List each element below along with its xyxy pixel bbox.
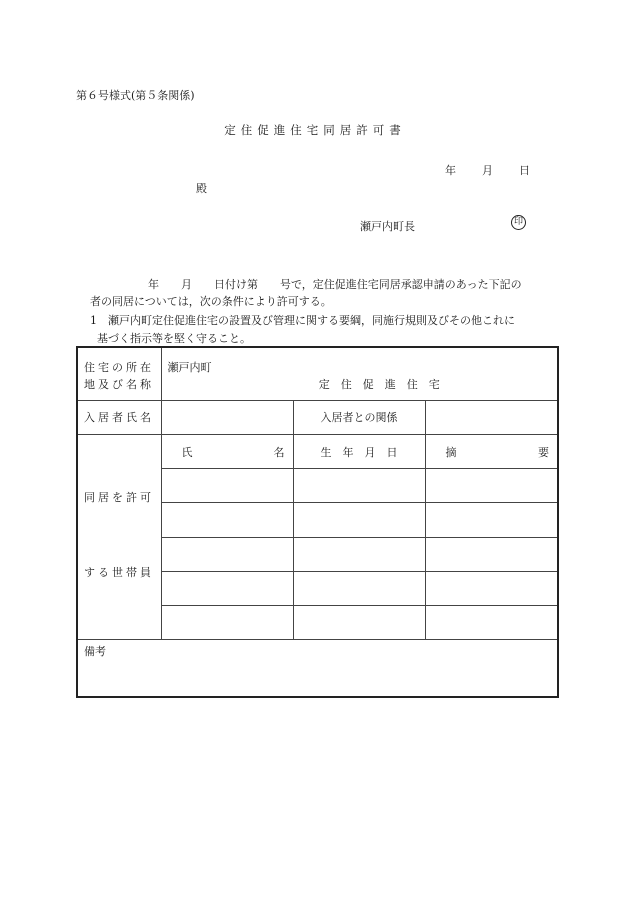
remarks-field[interactable] [77,640,558,697]
member-note-cell[interactable] [425,571,558,605]
col-header-birthdate: 生 年 月 日 [293,434,425,468]
location-value: 瀬戸内町 [167,361,212,374]
member-name-cell[interactable] [161,469,293,503]
date-day: 日 [519,164,530,177]
condition-1-line-2: 基づく指示等を堅く守ること。 [97,332,251,345]
resident-name-label: 入居者氏名 [77,400,161,434]
document-title: 定住促進住宅同居許可書 [224,123,406,137]
member-birth-cell[interactable] [293,469,425,503]
member-note-cell[interactable] [425,605,558,639]
household-label: 同居を許可 する世帯員 [77,434,161,639]
member-birth-cell[interactable] [293,571,425,605]
issuer-name: 瀬戸内町長 [360,220,415,233]
body-line-2: 者の同居については，次の条件により許可する。 [90,295,332,308]
permit-table [76,346,559,698]
relation-label: 入居者との関係 [293,400,425,434]
member-note-cell[interactable] [425,503,558,537]
date-year: 年 [445,164,456,177]
resident-name-field[interactable] [161,400,293,434]
member-birth-cell[interactable] [293,503,425,537]
addressee-suffix: 殿 [196,182,207,195]
member-name-cell[interactable] [161,571,293,605]
member-note-cell[interactable] [425,537,558,571]
col-header-name: 氏 名 [161,434,293,468]
member-name-cell[interactable] [161,537,293,571]
form-number: 第６号様式(第５条関係) [76,89,195,102]
date-month: 月 [482,164,493,177]
body-line-1: 年 月 日付け第 号で，定住促進住宅同居承認申請のあった下記の [148,278,522,291]
condition-1-line-1: 1 瀬戸内町定住促進住宅の設置及び管理に関する要綱，同施行規則及びその他これに [90,314,515,327]
location-suffix: 定 住 促 進 住 宅 [318,378,440,391]
member-note-cell[interactable] [425,469,558,503]
relation-field[interactable] [425,400,558,434]
location-label: 住宅の所在 地及び名称 [77,347,161,400]
member-name-cell[interactable] [161,503,293,537]
location-field[interactable] [161,347,558,400]
member-birth-cell[interactable] [293,605,425,639]
issue-date [445,162,530,178]
member-name-cell[interactable] [161,605,293,639]
member-birth-cell[interactable] [293,537,425,571]
col-header-note: 摘 要 [425,434,558,468]
remarks-label: 備考 [84,645,106,659]
seal-mark: 印 [511,215,526,230]
